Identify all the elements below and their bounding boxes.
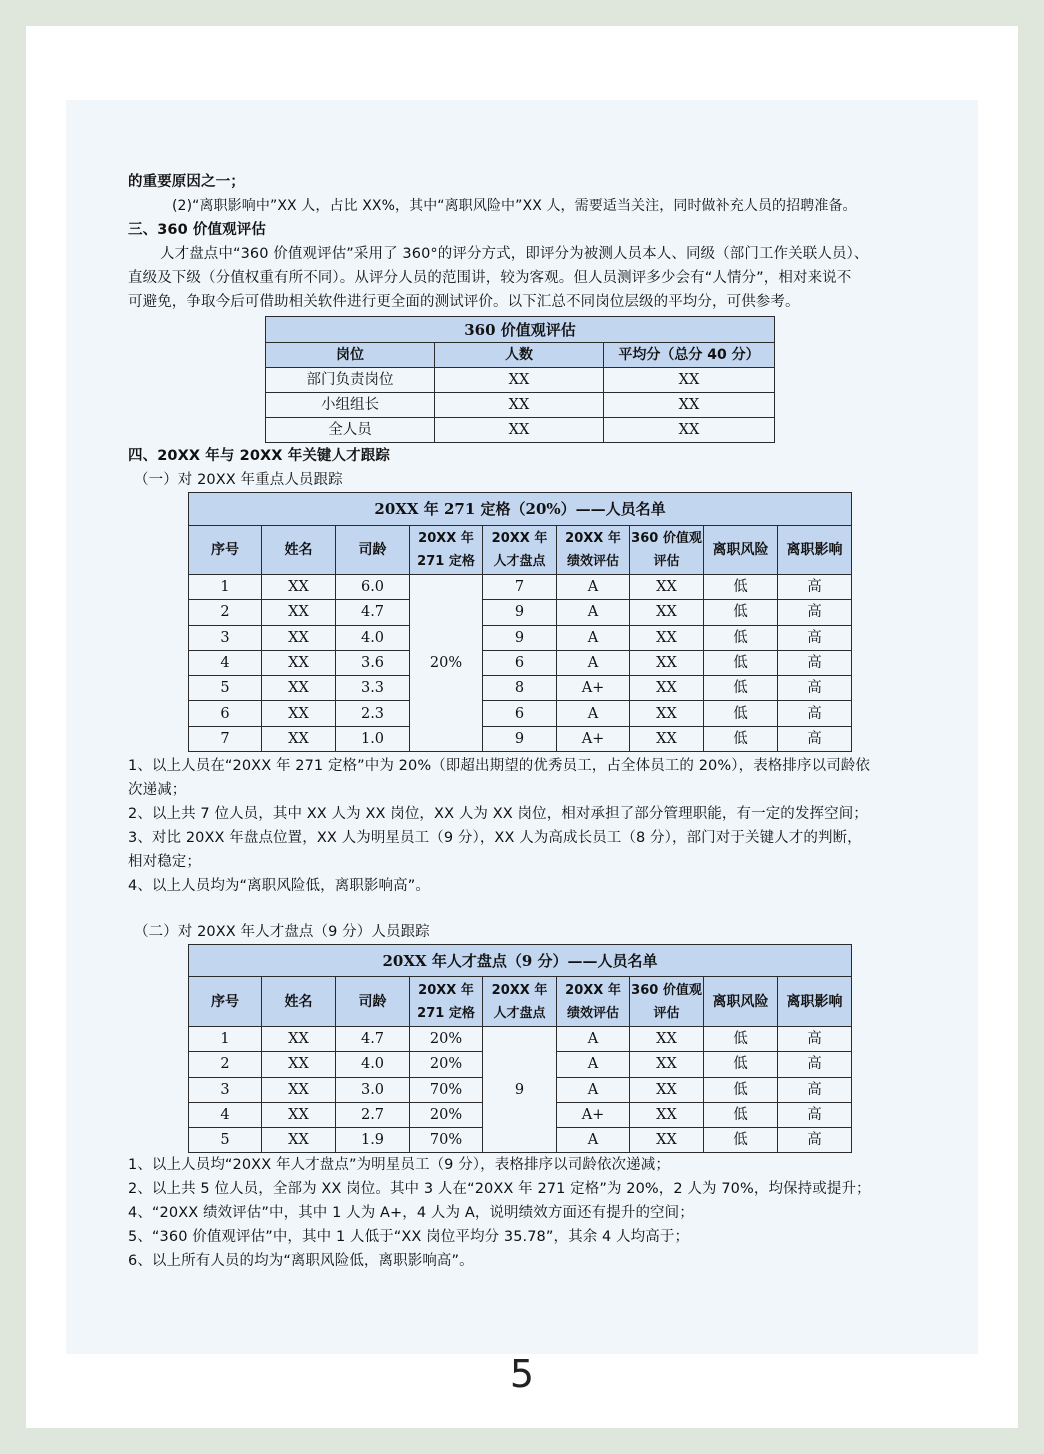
table-cell: A+ (557, 1102, 630, 1127)
table-cell: A (557, 1077, 630, 1102)
table-caption: 20XX 年人才盘点（9 分）——人员名单 (189, 945, 852, 977)
table-cell: XX (262, 726, 336, 751)
table-cell: A+ (557, 676, 630, 701)
table-cell: 1.0 (336, 726, 410, 751)
intro-block (128, 170, 918, 314)
table-cell: A (557, 575, 630, 600)
table-cell: 2 (189, 1052, 262, 1077)
column-header: 离职风险 (704, 977, 778, 1027)
table-cell: 7 (483, 575, 557, 600)
note-line: 次递减； (128, 782, 187, 798)
table-cell: 高 (778, 625, 852, 650)
table-cell: 3.6 (336, 650, 410, 675)
table-cell: 5 (189, 1128, 262, 1153)
key-talent-table-2 (188, 944, 852, 1153)
table-cell: 低 (704, 1128, 778, 1153)
table-cell: 高 (778, 600, 852, 625)
table-cell: 小组组长 (266, 393, 435, 418)
table-cell: 20% (410, 1052, 483, 1077)
table-cell: 4.7 (336, 600, 410, 625)
table-cell: XX (262, 1052, 336, 1077)
column-header: 姓名 (262, 977, 336, 1027)
table-cell: XX (262, 1027, 336, 1052)
table-cell: 1 (189, 1027, 262, 1052)
table-cell: 8 (483, 676, 557, 701)
table-caption: 20XX 年 271 定格（20%）——人员名单 (189, 493, 852, 526)
table-row (266, 368, 775, 393)
notes-2-block (128, 1153, 918, 1273)
table-row (189, 600, 852, 625)
table-cell: 低 (704, 625, 778, 650)
column-header: 岗位 (266, 343, 435, 368)
table-cell: 9 (483, 625, 557, 650)
table-cell: XX (262, 701, 336, 726)
merged-cell: 20% (410, 575, 483, 752)
note-line: 1、以上人员在“20XX 年 271 定格”中为 20%（即超出期望的优秀员工，占全体员工的 20%），表格排序以司龄依 (128, 758, 870, 774)
table-cell: XX (604, 368, 775, 393)
table-cell: XX (604, 393, 775, 418)
table-cell: XX (435, 368, 604, 393)
table-cell: XX (262, 650, 336, 675)
table-cell: A (557, 1027, 630, 1052)
section4-subheading-2: （二）对 20XX 年人才盘点（9 分）人员跟踪 (134, 924, 430, 940)
column-header: 平均分（总分 40 分） (604, 343, 775, 368)
table-cell: A (557, 625, 630, 650)
table-row (189, 701, 852, 726)
column-header: 离职影响 (778, 526, 852, 575)
section3-para-3: 可避免，争取今后可借助相关软件进行更全面的测试评价。以下汇总不同岗位层级的平均分，可供参考。 (128, 294, 800, 310)
table-cell: XX (630, 575, 704, 600)
table-cell: XX (435, 418, 604, 443)
table-cell: 4 (189, 650, 262, 675)
notes-1-block (128, 754, 918, 898)
table-cell: 高 (778, 676, 852, 701)
table-row (189, 575, 852, 600)
column-header: 20XX 年 人才盘点 (483, 977, 557, 1027)
key-talent-table-1 (188, 492, 852, 752)
table-cell: 低 (704, 575, 778, 600)
column-header: 序号 (189, 977, 262, 1027)
table-cell: 高 (778, 1102, 852, 1127)
note-line: 6、以上所有人员的均为“离职风险低，离职影响高”。 (128, 1253, 474, 1269)
table-cell: XX (630, 1052, 704, 1077)
table-cell: XX (630, 650, 704, 675)
note-line: 2、以上共 5 位人员，全部为 XX 岗位。其中 3 人在“20XX 年 271 定格”为 20%，2 人为 70%，均保持或提升； (128, 1181, 871, 1197)
table-cell: 高 (778, 1128, 852, 1153)
intro-line-2: (2)“离职影响中”XX 人，占比 XX%，其中“离职风险中”XX 人，需要适当关注，同时做补充人员的招聘准备。 (172, 198, 857, 214)
table-cell: XX (262, 676, 336, 701)
table-cell: 20% (410, 1102, 483, 1127)
column-header: 司龄 (336, 526, 410, 575)
table-cell: 6 (483, 701, 557, 726)
table-cell: XX (630, 600, 704, 625)
table-cell: 低 (704, 1077, 778, 1102)
section3-heading: 三、360 价值观评估 (128, 222, 266, 238)
intro-line-1: 的重要原因之一； (128, 174, 245, 190)
column-header: 20XX 年 271 定格 (410, 977, 483, 1027)
column-header: 司龄 (336, 977, 410, 1027)
section4-heading: 四、20XX 年与 20XX 年关键人才跟踪 (128, 448, 390, 464)
table-cell: XX (630, 676, 704, 701)
column-header: 360 价值观 评估 (630, 526, 704, 575)
table-cell: 低 (704, 1027, 778, 1052)
table-cell: 3.0 (336, 1077, 410, 1102)
table-cell: A (557, 650, 630, 675)
table-cell: 高 (778, 650, 852, 675)
section3-para-2: 直级及下级（分值权重有所不同）。从评分人员的范围讲，较为客观。但人员测评多少会有“人情分”，相对来说不 (128, 270, 852, 286)
table-cell: 6.0 (336, 575, 410, 600)
table-cell: 7 (189, 726, 262, 751)
table-cell: 70% (410, 1128, 483, 1153)
page-number: 5 (509, 1352, 535, 1396)
section4-heading-block (128, 444, 918, 492)
table-cell: 6 (483, 650, 557, 675)
table-cell: XX (630, 1077, 704, 1102)
column-header: 人数 (435, 343, 604, 368)
table-cell: XX (262, 575, 336, 600)
table-cell: 4.7 (336, 1027, 410, 1052)
value-assessment-table (265, 316, 775, 443)
table-row (189, 726, 852, 751)
table-cell: XX (262, 1128, 336, 1153)
section3-para-1: 人才盘点中“360 价值观评估”采用了 360°的评分方式，即评分为被测人员本人、同级（部门工作关联人员）、 (160, 246, 869, 262)
table-caption: 360 价值观评估 (266, 317, 775, 343)
table-cell: 高 (778, 701, 852, 726)
table-cell: 20% (410, 1027, 483, 1052)
table-cell: 4.0 (336, 625, 410, 650)
table-cell: 低 (704, 1052, 778, 1077)
table-row (189, 625, 852, 650)
note-line: 5、“360 价值观评估”中，其中 1 人低于“XX 岗位平均分 35.78”，其余 4 人均高于； (128, 1229, 690, 1245)
table-cell: 高 (778, 1027, 852, 1052)
table-cell: 2 (189, 600, 262, 625)
table-cell: XX (604, 418, 775, 443)
table-cell: 2.7 (336, 1102, 410, 1127)
merged-cell: 9 (483, 1027, 557, 1153)
table-cell: 70% (410, 1077, 483, 1102)
table-cell: 低 (704, 701, 778, 726)
table-cell: 高 (778, 1052, 852, 1077)
table-cell: 3 (189, 1077, 262, 1102)
table-cell: A (557, 1052, 630, 1077)
table-cell: XX (630, 1027, 704, 1052)
table-cell: 3 (189, 625, 262, 650)
table-cell: A (557, 701, 630, 726)
section4-subheading-1: （一）对 20XX 年重点人员跟踪 (134, 472, 343, 488)
table-cell: 低 (704, 1102, 778, 1127)
column-header: 360 价值观 评估 (630, 977, 704, 1027)
table-cell: 全人员 (266, 418, 435, 443)
table-cell: 2.3 (336, 701, 410, 726)
column-header: 20XX 年 人才盘点 (483, 526, 557, 575)
table-cell: XX (630, 726, 704, 751)
table-row (189, 650, 852, 675)
table-cell: 9 (483, 600, 557, 625)
table-cell: XX (630, 1128, 704, 1153)
table-cell: XX (630, 625, 704, 650)
note-line: 1、以上人员均“20XX 年人才盘点”为明星员工（9 分），表格排序以司龄依次递减； (128, 1157, 670, 1173)
note-line: 4、“20XX 绩效评估”中，其中 1 人为 A+，4 人为 A，说明绩效方面还有提升的空间； (128, 1205, 694, 1221)
column-header: 20XX 年 绩效评估 (557, 977, 630, 1027)
table-cell: 4 (189, 1102, 262, 1127)
table-row (189, 1027, 852, 1052)
table-row (266, 393, 775, 418)
table-cell: XX (262, 1102, 336, 1127)
note-line: 4、以上人员均为“离职风险低，离职影响高”。 (128, 878, 430, 894)
table-cell: 6 (189, 701, 262, 726)
table-cell: XX (262, 625, 336, 650)
table-cell: XX (262, 1077, 336, 1102)
table-cell: XX (630, 701, 704, 726)
table-cell: 低 (704, 650, 778, 675)
table-cell: A+ (557, 726, 630, 751)
table-cell: 5 (189, 676, 262, 701)
table-cell: 低 (704, 600, 778, 625)
table-cell: A (557, 1128, 630, 1153)
column-header: 序号 (189, 526, 262, 575)
table-cell: 1.9 (336, 1128, 410, 1153)
table-cell: 部门负责岗位 (266, 368, 435, 393)
table-cell: 高 (778, 1077, 852, 1102)
table-row (266, 418, 775, 443)
section4-subheading-2-block (128, 920, 918, 944)
column-header: 20XX 年 271 定格 (410, 526, 483, 575)
table-cell: 9 (483, 726, 557, 751)
table-cell: 低 (704, 676, 778, 701)
table-cell: 高 (778, 575, 852, 600)
note-line: 3、对比 20XX 年盘点位置，XX 人为明星员工（9 分），XX 人为高成长员工（8 分），部门对于关键人才的判断， (128, 830, 862, 846)
table-cell: 1 (189, 575, 262, 600)
table-cell: A (557, 600, 630, 625)
table-cell: 高 (778, 726, 852, 751)
table-cell: 4.0 (336, 1052, 410, 1077)
table-cell: 3.3 (336, 676, 410, 701)
table-cell: 低 (704, 726, 778, 751)
table-cell: XX (630, 1102, 704, 1127)
column-header: 20XX 年 绩效评估 (557, 526, 630, 575)
column-header: 离职影响 (778, 977, 852, 1027)
column-header: 姓名 (262, 526, 336, 575)
table-cell: XX (262, 600, 336, 625)
table-row (189, 676, 852, 701)
column-header: 离职风险 (704, 526, 778, 575)
note-line: 相对稳定； (128, 854, 201, 870)
table-cell: XX (435, 393, 604, 418)
note-line: 2、以上共 7 位人员，其中 XX 人为 XX 岗位，XX 人为 XX 岗位，相对承担了部分管理职能，有一定的发挥空间； (128, 806, 868, 822)
